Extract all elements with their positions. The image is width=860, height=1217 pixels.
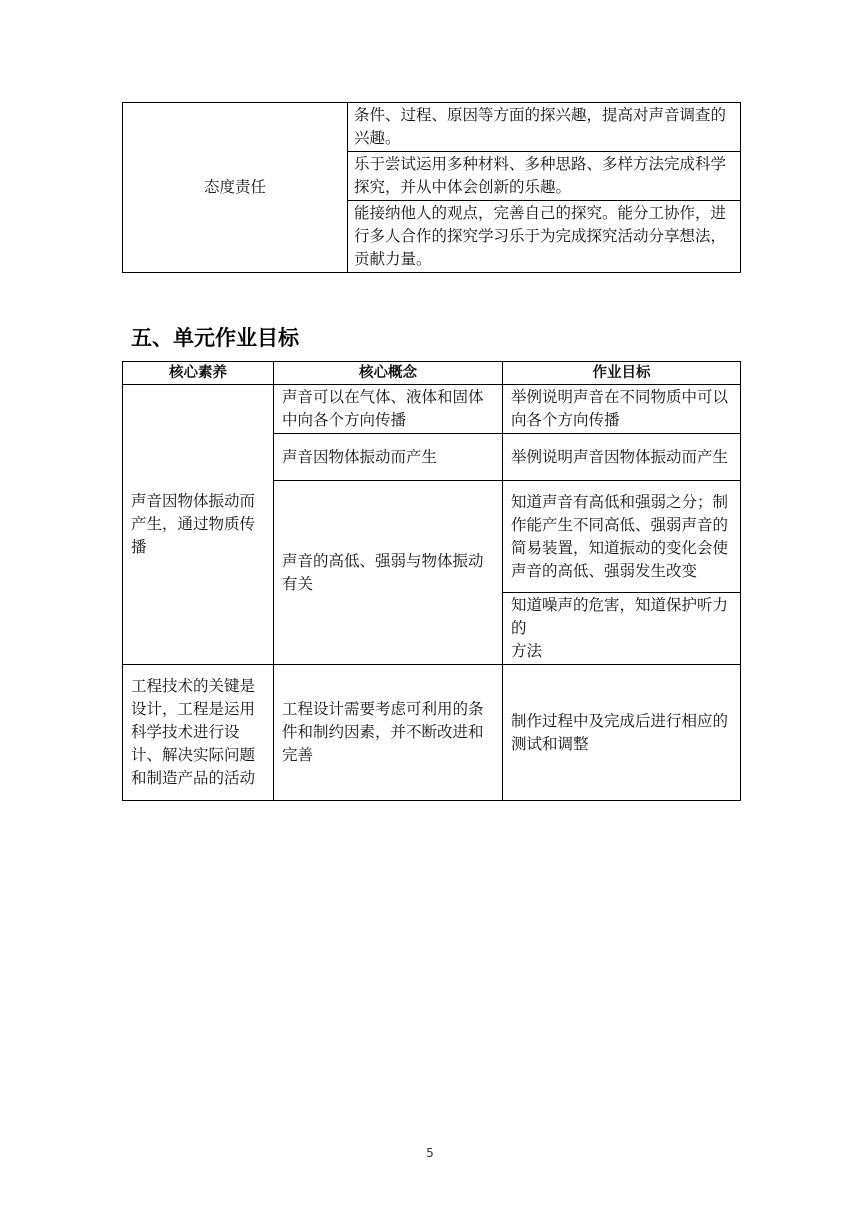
goal-propagation: 举例说明声音在不同物质中可以向各个方向传播	[503, 385, 741, 434]
attitude-item-2: 乐于尝试运用多种材料、多种思路、多样方法完成科学探究，并从中体会创新的乐趣。	[348, 152, 741, 201]
goal-noise-line-1: 知道噪声的危害，知道保护听力的	[511, 596, 729, 637]
core-concept-propagation: 声音可以在气体、液体和固体中向各个方向传播	[274, 385, 503, 434]
goal-pitch-loudness: 知道声音有高低和强弱之分；制作能产生不同高低、强弱声音的简易装置，知道振动的变化会使声音的高低、强弱发生改变	[503, 481, 741, 593]
goal-testing-adjusting: 制作过程中及完成后进行相应的测试和调整	[503, 665, 741, 801]
goal-vibration: 举例说明声音因物体振动而产生	[503, 434, 741, 481]
core-concept-pitch-loudness: 声音的高低、强弱与物体振动有关	[274, 481, 503, 665]
core-concept-vibration: 声音因物体振动而产生	[274, 434, 503, 481]
page-number: 5	[426, 1146, 434, 1160]
attitude-item-1: 条件、过程、原因等方面的探兴趣，提高对声音调查的兴趣。	[348, 103, 741, 152]
header-core-literacy: 核心素养	[123, 362, 274, 385]
attitude-responsibility-table	[122, 102, 741, 273]
header-homework-goal: 作业目标	[503, 362, 741, 385]
header-core-concept: 核心概念	[274, 362, 503, 385]
dimension-cell: 态度责任	[123, 103, 348, 273]
attitude-item-3: 能接纳他人的观点，完善自己的探究。能分工协作，进行多人合作的探究学习乐于为完成探究活动分享想法，贡献力量。	[348, 201, 741, 273]
unit-homework-goals-table	[122, 361, 741, 801]
goal-noise-line-2: 方法	[511, 642, 543, 660]
section-title: 五、单元作业目标	[131, 326, 299, 350]
core-literacy-sound: 声音因物体振动而产生，通过物质传播	[123, 385, 274, 665]
table-header-row	[123, 362, 741, 385]
core-concept-engineering-design: 工程设计需要考虑可利用的条件和制约因素，并不断改进和完善	[274, 665, 503, 801]
table-row	[123, 385, 741, 434]
goal-noise	[503, 593, 741, 665]
core-literacy-engineering: 工程技术的关键是设计，工程是运用科学技术进行设计、解决实际问题和制造产品的活动	[123, 665, 274, 801]
table-row	[123, 665, 741, 801]
